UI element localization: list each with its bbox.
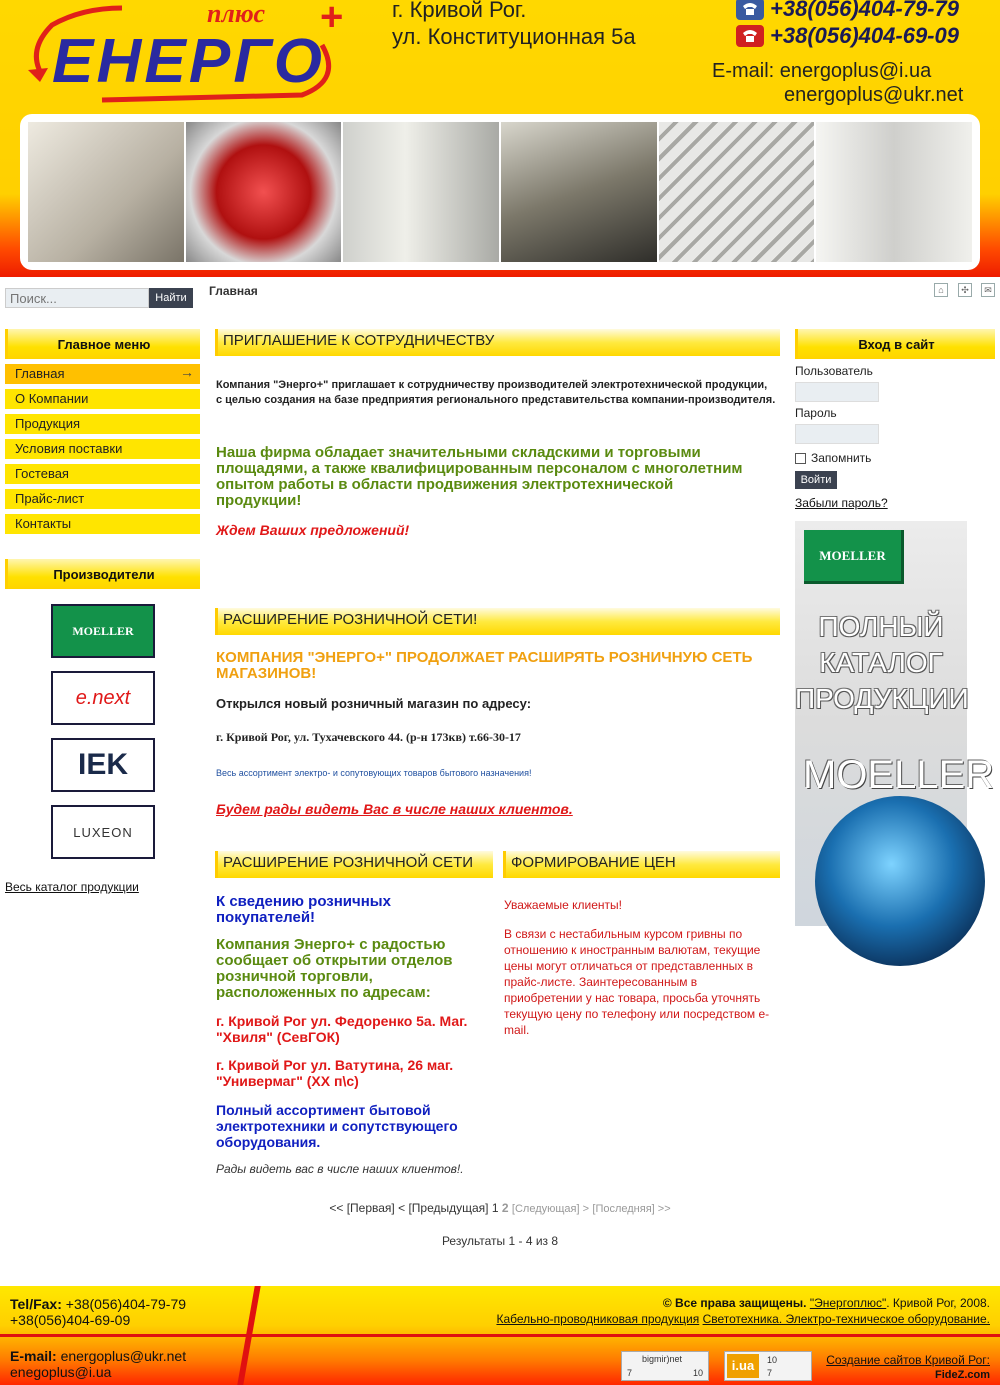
footer-email-2: enegoplus@i.ua [10, 1364, 112, 1380]
moeller-catalog-ad[interactable] [795, 521, 995, 926]
iua-counter[interactable]: i.ua 10 7 [724, 1351, 812, 1381]
pager-next: [Следующая] > [511, 1203, 590, 1215]
developer-link[interactable]: Создание сайтов Кривой Рог: [826, 1353, 990, 1367]
pagination [0, 1201, 1000, 1215]
phone-row-1 [736, 0, 959, 22]
footer-links [496, 1312, 990, 1326]
login-button[interactable]: Войти [795, 471, 837, 489]
forgot-password-link[interactable]: Забыли пароль? [795, 496, 888, 510]
banner-breaker-image [816, 122, 972, 262]
article-network-address-1: г. Кривой Рог ул. Федоренко 5а. Маг. "Хвиля" (СевГОК) [216, 1013, 468, 1045]
password-input[interactable] [795, 424, 879, 444]
article-pricing-greeting: Уважаемые клиенты! [504, 898, 622, 912]
menu-item-guestbook[interactable]: Гостевая [5, 464, 200, 484]
breadcrumb: Главная [209, 284, 258, 298]
ad-brand-text: MOELLER [803, 753, 995, 797]
mail-icon[interactable]: ✉ [981, 283, 995, 297]
footer-link-lighting[interactable]: Светотехника. Электро-техническое оборудование. [702, 1312, 990, 1326]
article-network-range: Полный ассортимент бытовой электротехники и сопутствующего оборудования. [216, 1102, 458, 1150]
brand-luxeon-logo[interactable]: LUXEON [51, 805, 155, 859]
footer-email: E-mail: energoplus@ukr.net [10, 1348, 187, 1364]
pager-page-1[interactable]: 1 [491, 1201, 499, 1215]
banner-fuse-image [28, 122, 186, 262]
username-label: Пользователь [795, 364, 873, 378]
logo-plus-text: плюс [207, 0, 265, 28]
company-link[interactable]: "Энергоплюс" [809, 1296, 887, 1310]
banner-floodlight-image [501, 122, 659, 262]
banner-cabinet-image [343, 122, 501, 262]
footer-tel-2: +38(056)404-69-09 [10, 1312, 131, 1328]
article-retail-assortment: Весь ассортимент электро- и сопутовующих товаров бытового назначения! [216, 768, 532, 778]
article-retail-address: г. Кривой Рог, ул. Тухачевского 44. (р-н 173кв) т.66-30-17 [216, 730, 521, 744]
article-pricing-body: В связи с нестабильным курсом гривны по отношению к иностранным валютам, текущие цены могут отличаться от представленных в прайс-листе. Заинтересованным в приобретении у нас товара, просьба уточнять текущую цену по телефону или посредством e-mail. [504, 927, 770, 1037]
phone-icon [736, 0, 764, 20]
header [0, 0, 1000, 277]
menu-item-delivery[interactable]: Условия поставки [5, 439, 200, 459]
username-input[interactable] [795, 382, 879, 402]
menu-item-products[interactable]: Продукция [5, 414, 200, 434]
copyright: © Все права защищены. "Энергоплюс". Кривой Рог, 2008. [662, 1296, 990, 1310]
article-title-retail-network: РАСШИРЕНИЕ РОЗНИЧНОЙ СЕТИ [215, 851, 493, 878]
brand-moeller-logo[interactable]: MOELLER [51, 604, 155, 658]
article-cooperation-intro: Компания "Энерго+" приглашает к сотрудничеству производителей электротехнической продукции, с целью создания на базе предприятия регионального представительства компании-производителя. [216, 379, 776, 406]
phone-number-1[interactable]: +38(056)404-79-79 [770, 0, 959, 21]
pager-page-2-current: 2 [501, 1201, 509, 1215]
main-menu-title: Главное меню [5, 329, 200, 359]
login-title: Вход в сайт [795, 329, 995, 359]
bigmir-counter[interactable]: bigmir)net 7 10 [621, 1351, 709, 1381]
article-cooperation-highlight: Наша фирма обладает значительными складскими и торговыми площадями, а также квалифицированным персоналом с многолетним опытом работы в области продвижения электротехнической продукции! [216, 444, 743, 509]
site-logo[interactable] [22, 0, 362, 110]
phone-number-2[interactable]: +38(056)404-69-09 [770, 23, 959, 48]
banner-plug-image [186, 122, 344, 262]
menu-item-home[interactable]: Главная → [5, 364, 200, 384]
address-city: г. Кривой Рог. [392, 0, 527, 22]
article-network-address-2: г. Кривой Рог ул. Ватутина, 26 маг. "Универмаг" (XX п\с) [216, 1057, 454, 1089]
ad-moeller-logo: MOELLER [804, 530, 904, 584]
article-title-retail-expansion: РАСШИРЕНИЕ РОЗНИЧНОЙ СЕТИ! [215, 608, 780, 635]
article-cooperation-closing: Ждем Ваших предложений! [216, 522, 410, 538]
search-input[interactable] [5, 288, 149, 308]
menu-item-contacts[interactable]: Контакты [5, 514, 200, 534]
footer-hline [0, 1334, 1000, 1337]
logo-main-text: ЕНЕРГО [52, 27, 322, 96]
footer-tel: Tel/Fax: +38(056)404-79-79 [10, 1296, 187, 1312]
menu-item-about[interactable]: О Компании [5, 389, 200, 409]
remember-checkbox[interactable] [795, 453, 806, 464]
menu-item-pricelist[interactable]: Прайс-лист [5, 489, 200, 509]
ad-globe-image [815, 796, 985, 966]
article-network-closing: Рады видеть вас в числе наших клиентов!. [216, 1162, 464, 1176]
svg-text:+: + [320, 0, 344, 39]
phone-row-2 [736, 23, 959, 49]
home-icon[interactable]: ⌂ [934, 283, 948, 297]
developer-site[interactable]: FideZ.com [934, 1369, 990, 1381]
phone-icon [736, 25, 764, 47]
ad-headline: ПОЛНЫЙ КАТАЛОГ ПРОДУКЦИИ [795, 611, 969, 714]
header-email-1[interactable]: E-mail: energoplus@i.ua [712, 60, 932, 82]
footer-link-cables[interactable]: Кабельно-проводниковая продукция [496, 1312, 700, 1326]
header-email-2[interactable]: energoplus@ukr.net [784, 84, 964, 106]
article-retail-closing: Будем рады видеть Вас в числе наших клиентов. [216, 801, 573, 817]
brand-iek-logo[interactable]: IEK [51, 738, 155, 792]
pager-last: [Последняя] >> [592, 1203, 671, 1215]
product-banner [20, 114, 980, 270]
article-retail-opened: Открылся новый розничный магазин по адресу: [216, 696, 532, 711]
article-title-cooperation: ПРИГЛАШЕНИЕ К СОТРУДНИЧЕСТВУ [215, 329, 780, 356]
article-title-pricing: ФОРМИРОВАНИЕ ЦЕН [503, 851, 780, 878]
brand-enext-logo[interactable]: e.next [51, 671, 155, 725]
arrow-right-icon: → [180, 364, 194, 380]
article-network-opening: Компания Энерго+ с радостью сообщает об открытии отделов розничной торговли, расположенных по адресам: [216, 936, 453, 1001]
pager-prev[interactable]: < [Предыдущая] [398, 1201, 489, 1215]
article-retail-headline: КОМПАНИЯ "ЭНЕРГО+" ПРОДОЛЖАЕТ РАСШИРЯТЬ РОЗНИЧНУЮ СЕТЬ МАГАЗИНОВ! [216, 649, 753, 682]
remember-me[interactable]: Запомнить [795, 451, 871, 465]
pager-first[interactable]: << [Первая] [329, 1201, 395, 1215]
search-button[interactable]: Найти [149, 288, 193, 308]
article-network-notice: К сведению розничных покупателей! [216, 893, 391, 926]
sitemap-icon[interactable]: ✣ [958, 283, 972, 297]
password-label: Пароль [795, 406, 837, 420]
manufacturers-title: Производители [5, 559, 200, 589]
banner-cable-duct-image [659, 122, 817, 262]
full-catalog-link[interactable]: Весь каталог продукции [5, 880, 139, 894]
results-count: Результаты 1 - 4 из 8 [441, 1234, 559, 1248]
address-street: ул. Конституционная 5а [392, 24, 636, 49]
